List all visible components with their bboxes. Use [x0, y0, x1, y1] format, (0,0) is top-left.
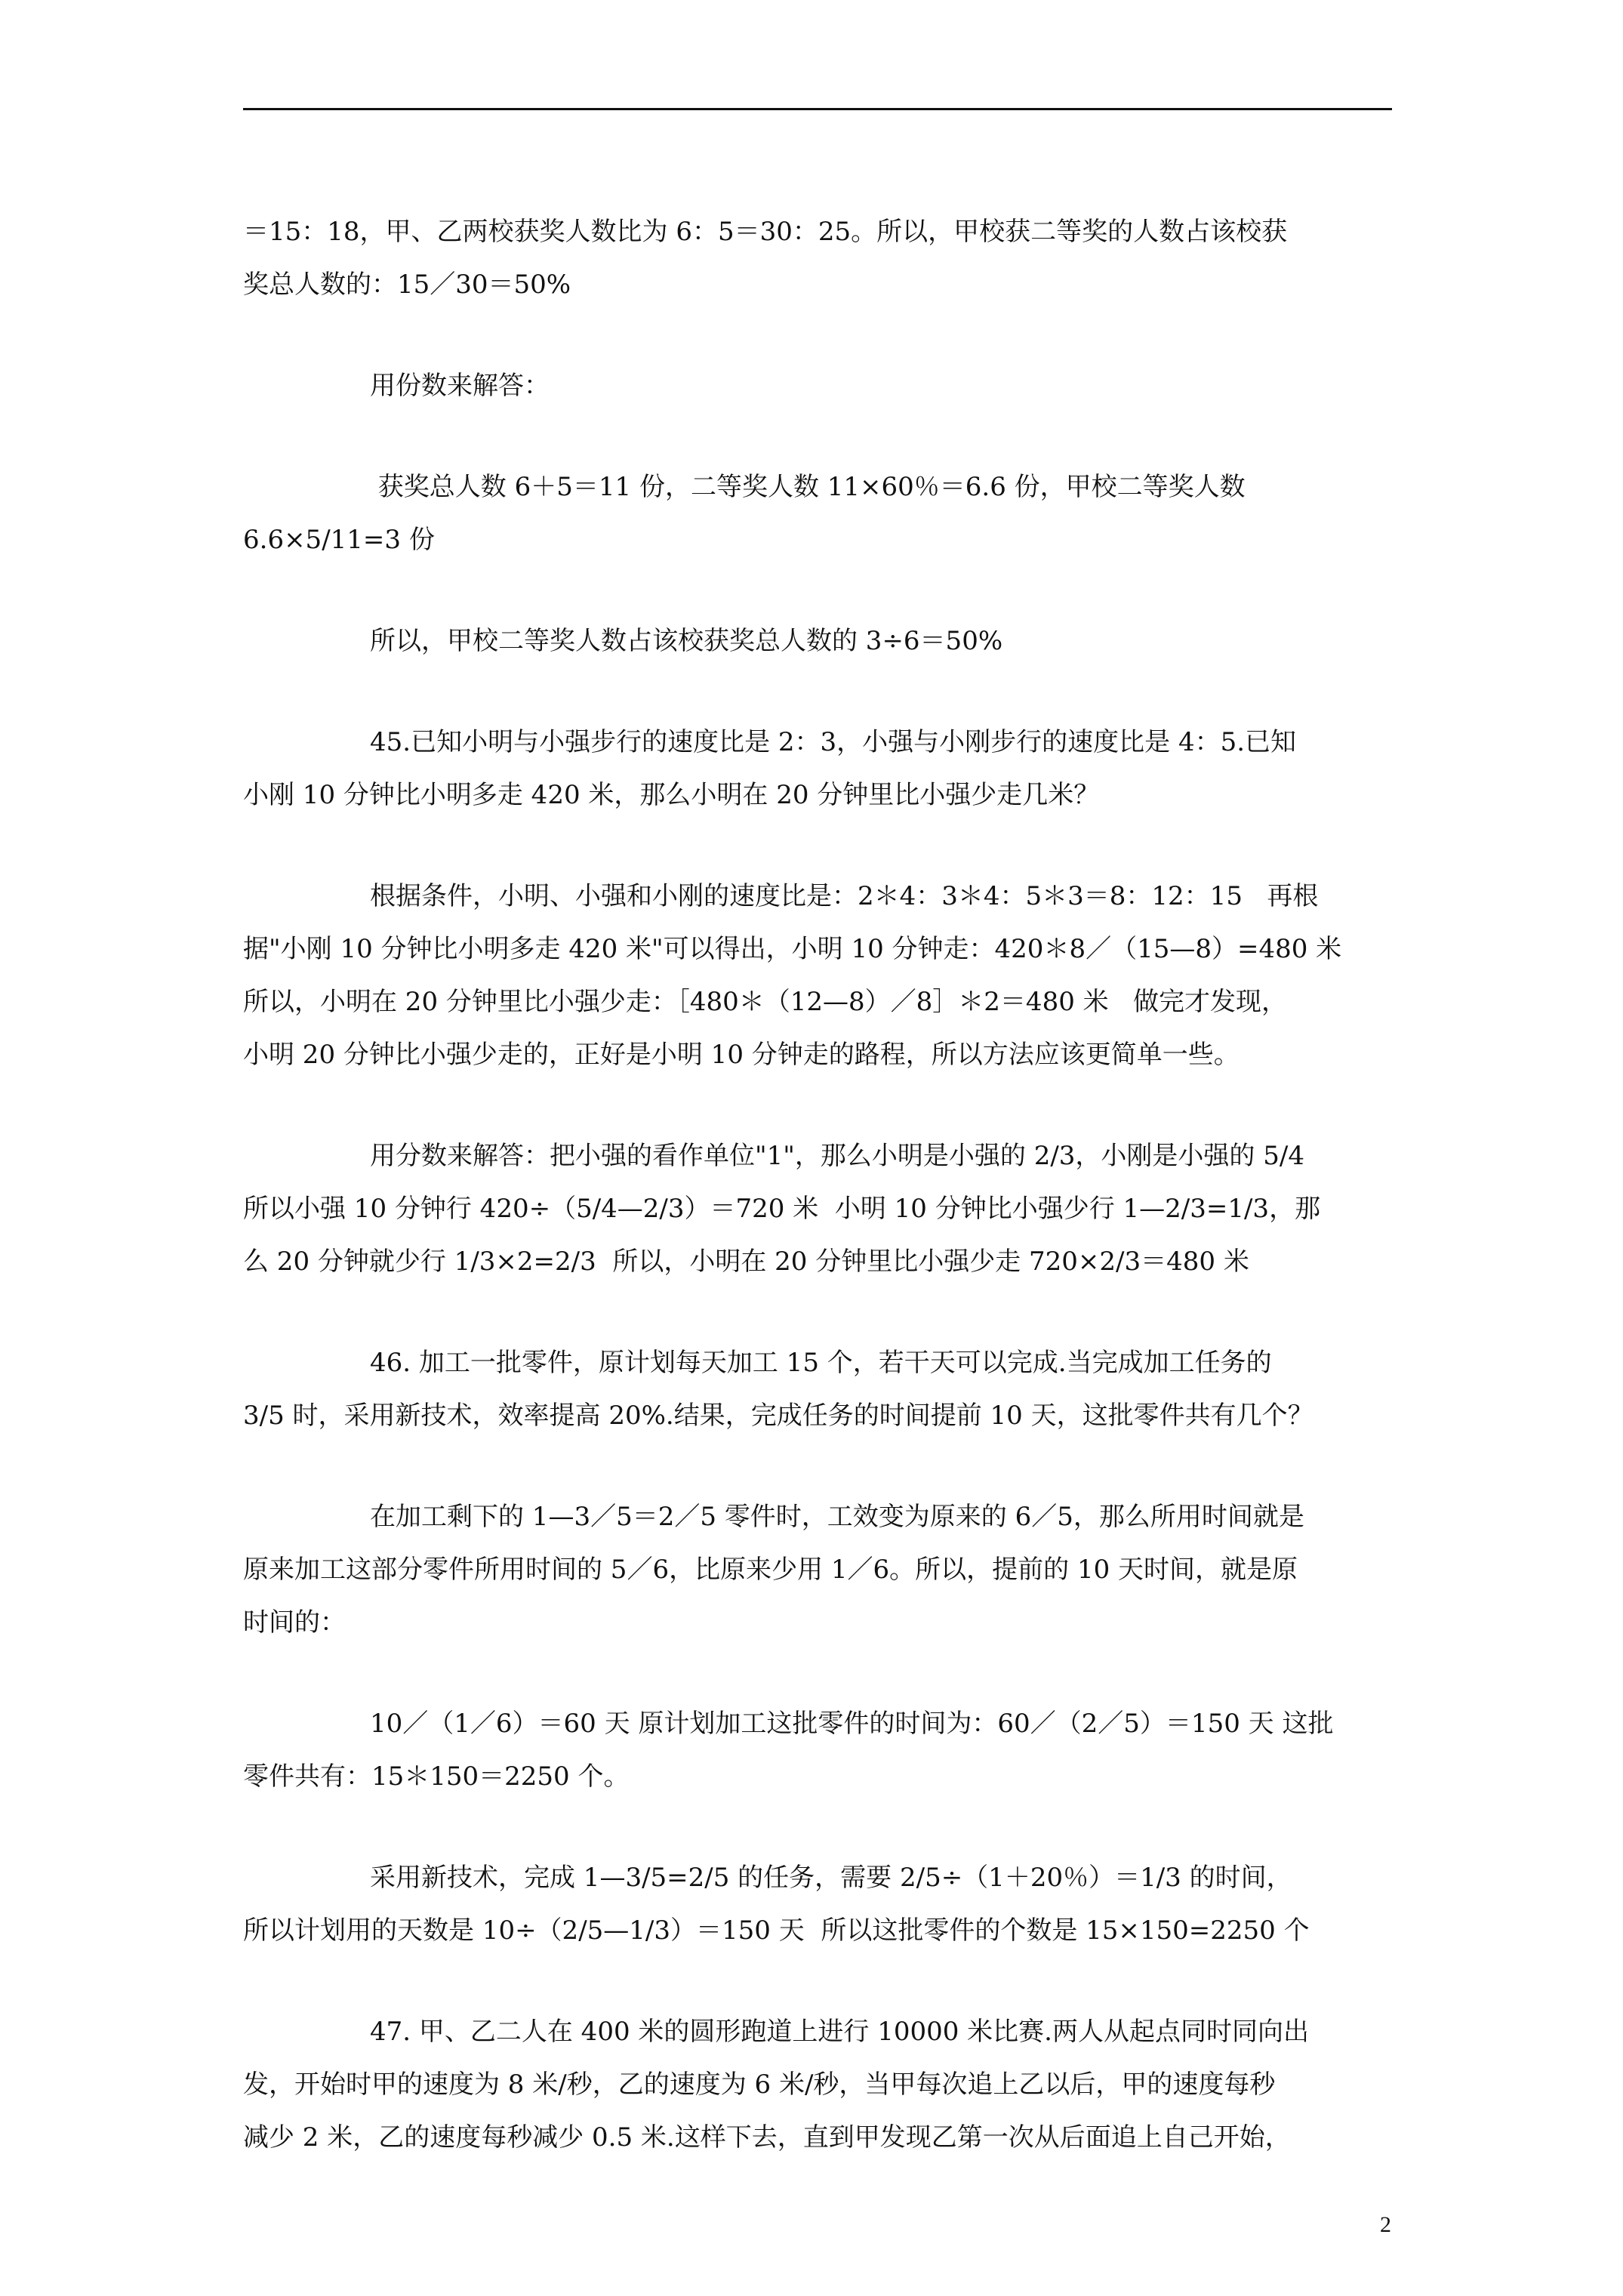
document-body [243, 205, 1390, 2212]
text-line: 用份数来解答： [370, 371, 550, 401]
paragraph [243, 716, 1390, 821]
text-line: 所以计划用的天数是 10÷（2/5—1/3）＝150 天 所以这批零件的个数是 15×150=2250 个 [243, 1915, 1310, 1946]
text-line: 所以，甲校二等奖人数占该校获奖总人数的 3÷6＝50% [370, 626, 1003, 656]
text-line: 原来加工这部分零件所用时间的 5／6，比原来少用 1／6。所以，提前的 10 天时间，就是原 [243, 1555, 1298, 1585]
text-line: 6.6×5/11=3 份 [243, 525, 435, 555]
text-line: 采用新技术，完成 1—3/5=2/5 的任务，需要 2/5÷（1＋20％）＝1/3 的时间， [370, 1863, 1292, 1893]
paragraph [243, 2005, 1390, 2164]
text-line: ＝15：18，甲、乙两校获奖人数比为 6：5＝30：25。所以，甲校获二等奖的人数占该校获 [243, 217, 1288, 247]
text-line: 小刚 10 分钟比小明多走 420 米，那么小明在 20 分钟里比小强少走几米？ [243, 780, 1100, 810]
text-line: 3/5 时，采用新技术，效率提高 20%.结果，完成任务的时间提前 10 天，这批零件共有几个？ [243, 1401, 1313, 1431]
text-line: 减少 2 米，乙的速度每秒减少 0.5 米.这样下去，直到甲发现乙第一次从后面追上自己开始， [243, 2122, 1291, 2153]
text-line: 所以小强 10 分钟行 420÷（5/4—2/3）＝720 米 小明 10 分钟比小强少行 1—2/3=1/3，那 [243, 1194, 1321, 1224]
text-line: 46. 加工一批零件，原计划每天加工 15 个，若干天可以完成.当完成加工任务的 [370, 1348, 1272, 1378]
text-line: 据"小刚 10 分钟比小明多走 420 米"可以得出，小明 10 分钟走：420＊8／（15—8）=480 米 [243, 934, 1342, 964]
paragraph [243, 870, 1390, 1081]
text-line: 所以，小明在 20 分钟里比小强少走：［480＊（12—8）／8］＊2＝480 米 做完才发现， [243, 987, 1288, 1017]
paragraph [243, 1336, 1390, 1442]
page-number: 2 [1380, 2212, 1391, 2237]
paragraph [243, 461, 1390, 566]
paragraph [243, 359, 1390, 412]
text-line: 奖总人数的：15／30＝50% [243, 270, 571, 300]
text-line: 发，开始时甲的速度为 8 米/秒，乙的速度为 6 米/秒，当甲每次追上乙以后，甲的速度每秒 [243, 2069, 1276, 2100]
paragraph [243, 205, 1390, 311]
text-line: 零件共有：15＊150＝2250 个。 [243, 1761, 630, 1792]
text-line: 小明 20 分钟比小强少走的，正好是小明 10 分钟走的路程，所以方法应该更简单一些。 [243, 1040, 1240, 1070]
text-line: 时间的： [243, 1607, 346, 1638]
paragraph [243, 1130, 1390, 1288]
text-line: 45.已知小明与小强步行的速度比是 2：3，小强与小刚步行的速度比是 4：5.已知 [370, 727, 1297, 757]
text-line: 在加工剩下的 1—3／5＝2／5 零件时，工效变为原来的 6／5，那么所用时间就是 [370, 1502, 1304, 1532]
text-line: 10／（1／6）＝60 天 原计划加工这批零件的时间为：60／（2／5）＝150 天 这批 [370, 1709, 1334, 1739]
text-line: 么 20 分钟就少行 1/3×2=2/3 所以，小明在 20 分钟里比小强少走 720×2/3＝480 米 [243, 1247, 1249, 1277]
text-line: 用分数来解答：把小强的看作单位"1"，那么小明是小强的 2/3，小刚是小强的 5/4 [370, 1141, 1304, 1171]
paragraph [243, 1697, 1390, 1803]
header-rule [243, 108, 1392, 110]
paragraph [243, 615, 1390, 667]
paragraph [243, 1490, 1390, 1649]
text-line: 根据条件，小明、小强和小刚的速度比是：2＊4：3＊4：5＊3＝8：12：15 再根 [370, 881, 1319, 911]
paragraph [243, 1851, 1390, 1957]
text-line: 获奖总人数 6＋5＝11 份，二等奖人数 11×60％＝6.6 份，甲校二等奖人数 [370, 472, 1246, 502]
text-line: 47. 甲、乙二人在 400 米的圆形跑道上进行 10000 米比赛.两人从起点同时同向出 [370, 2017, 1309, 2047]
